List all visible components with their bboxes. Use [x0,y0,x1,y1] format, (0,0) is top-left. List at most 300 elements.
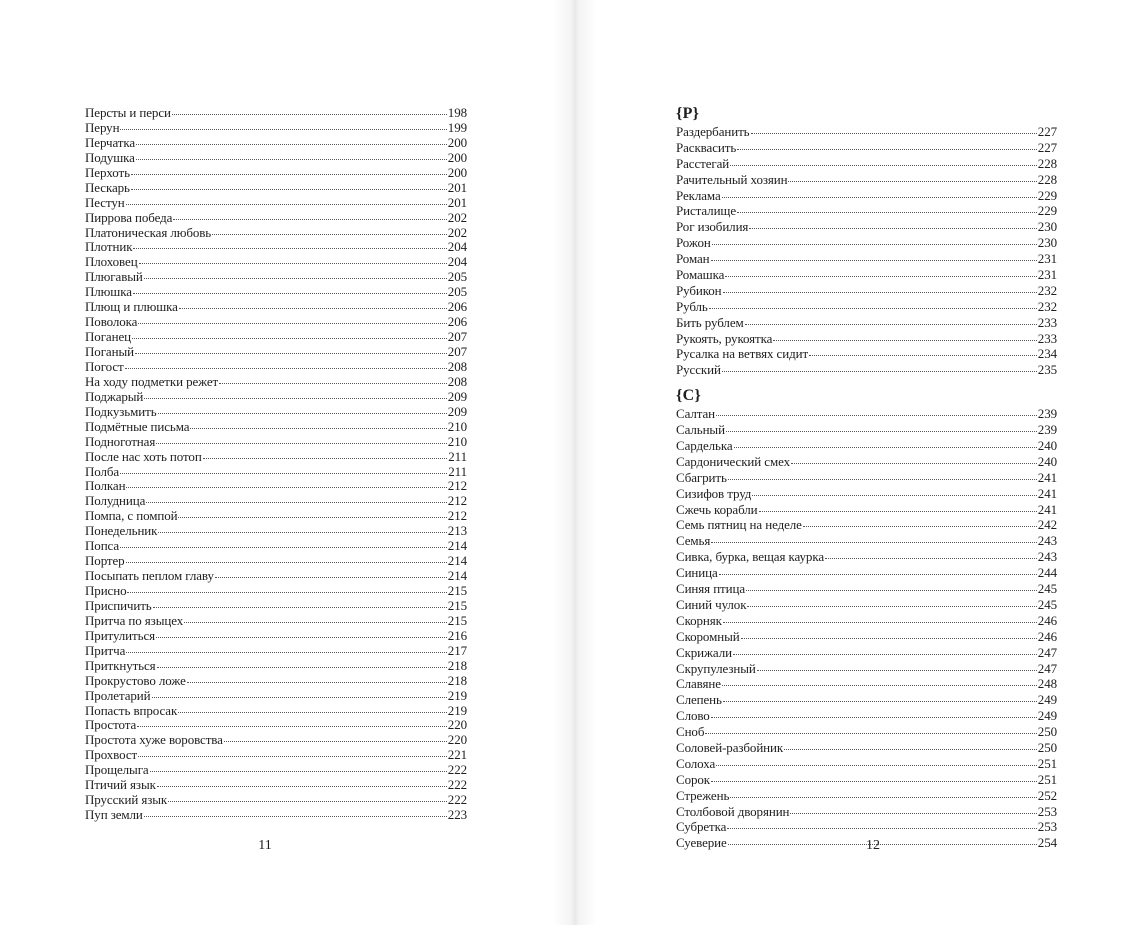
toc-entry [676,692,1057,708]
dot-leader [157,666,447,668]
toc-entry-page: 204 [447,254,467,270]
toc-entry-title: На ходу подметки режет [85,373,219,389]
dot-leader [788,180,1036,182]
toc-entry [676,422,1057,438]
toc-entry-title: Синяя птица [676,581,746,597]
toc-entry [85,614,467,629]
toc-entry [85,240,467,255]
toc-entry [85,390,467,405]
toc-entry [676,597,1057,613]
toc-entry [85,345,467,360]
toc-entry [85,689,467,704]
toc-entry-title: Притча по языцех [85,612,184,628]
toc-entry-page: 246 [1037,628,1057,644]
toc-entry-title: Простота хуже воровства [85,732,223,748]
dot-leader [136,158,447,160]
toc-entry-page: 250 [1037,724,1057,740]
toc-entry-title: Субретка [676,819,727,835]
toc-entry-title: Поджарый [85,388,144,404]
toc-entry-page: 235 [1037,362,1057,378]
toc-entry-page: 222 [447,792,467,808]
dot-leader [705,732,1036,734]
toc-entry [676,549,1057,565]
toc-entry-title: Сорок [676,771,710,787]
toc-entry [676,124,1057,140]
toc-entry-page: 216 [447,627,467,643]
toc-entry-title: Скорняк [676,612,722,628]
toc-entry-page: 241 [1037,469,1057,485]
toc-entry-page: 200 [447,134,467,150]
toc-entry-page: 218 [447,672,467,688]
toc-entry-page: 199 [447,119,467,135]
dot-leader [725,275,1037,277]
toc-entry-page: 209 [447,388,467,404]
toc-entry [85,450,467,465]
toc-entry-title: Сноб [676,724,705,740]
toc-entry [85,808,467,823]
toc-entry-title: Ристалище [676,203,737,219]
toc-entry-page: 205 [447,269,467,285]
dot-leader [809,354,1037,356]
toc-entry-title: Плюшка [85,284,132,300]
dot-leader [711,541,1037,543]
toc-entry-title: Рачительный хозяин [676,171,788,187]
toc-entry-title: Перчатка [85,134,136,150]
toc-entry [676,454,1057,470]
dot-leader [152,696,447,698]
toc-entry-page: 247 [1037,644,1057,660]
toc-entry [85,793,467,808]
toc-entry-page: 208 [447,358,467,374]
toc-entry-page: 229 [1037,203,1057,219]
toc-entry [676,331,1057,347]
dot-leader [178,711,447,713]
toc-entry-page: 222 [447,762,467,778]
toc-entry-title: Персты и перси [85,105,171,120]
toc-entry [85,196,467,211]
toc-entry-page: 248 [1037,676,1057,692]
toc-entry-title: Синий чулок [676,596,747,612]
toc-entry-page: 247 [1037,660,1057,676]
toc-entry [85,584,467,599]
toc-entry-page: 230 [1037,235,1057,251]
toc-entry-page: 200 [447,164,467,180]
toc-entry [676,235,1057,251]
dot-leader [120,546,447,548]
dot-leader [156,442,447,444]
toc-entry [85,674,467,689]
toc-entry-title: Полудница [85,493,146,509]
dot-leader [730,796,1037,798]
toc-entry [85,375,467,390]
toc-entry-page: 206 [447,299,467,315]
dot-leader [173,218,446,220]
toc-entry-title: Рожон [676,235,711,251]
toc-entry-page: 202 [447,224,467,240]
toc-entry [676,362,1057,378]
toc-entry [85,151,467,166]
toc-entry [85,524,467,539]
toc-entry [85,539,467,554]
toc-entry-page: 230 [1037,219,1057,235]
dot-leader [759,510,1037,512]
toc-entry [676,283,1057,299]
toc-entry-page: 207 [447,329,467,345]
toc-entry-title: Простота [85,717,137,733]
toc-entry [676,819,1057,835]
toc-entry [85,644,467,659]
dot-leader [150,770,447,772]
toc-entry [85,629,467,644]
toc-entry [676,486,1057,502]
toc-entry-page: 244 [1037,565,1057,581]
toc-entry [85,569,467,584]
toc-entry-page: 246 [1037,612,1057,628]
toc-entry-title: Перун [85,119,120,135]
toc-entry-title: Притча [85,642,126,658]
toc-entry-page: 239 [1037,422,1057,438]
dot-leader [127,591,446,593]
toc-entry-page: 228 [1037,155,1057,171]
toc-entry-title: Расстегай [676,155,730,171]
toc-entry [85,226,467,241]
toc-entry [85,465,467,480]
toc-entry-page: 206 [447,314,467,330]
section-spacer [676,378,1057,386]
toc-entry-title: Сальный [676,422,725,438]
toc-entry [676,156,1057,172]
toc-entry-title: Скрупулезный [676,660,756,676]
toc-entry-page: 234 [1037,346,1057,362]
dot-leader [733,653,1037,655]
toc-entry [676,708,1057,724]
toc-entry-title: Плющ и плюшка [85,299,178,315]
toc-entry-title: Пролетарий [85,687,151,703]
toc-entry-page: 198 [447,105,467,120]
toc-entry-page: 232 [1037,282,1057,298]
toc-entry-title: Скрижали [676,644,732,660]
dot-leader [751,132,1037,134]
toc-entry [85,704,467,719]
dot-leader [722,196,1037,198]
toc-entry-title: Соловей-разбойник [676,739,784,755]
toc-entry-title: Синица [676,565,718,581]
toc-entry-title: Русалка на ветвях сидит [676,346,809,362]
dot-leader [135,352,447,354]
toc-entry-page: 208 [447,373,467,389]
dot-leader [190,427,446,429]
toc-entry [676,251,1057,267]
toc-entry-title: Плоховец [85,254,138,270]
toc-entry-page: 214 [447,568,467,584]
toc-entry-page: 213 [447,523,467,539]
toc-entry [676,661,1057,677]
toc-entry-page: 228 [1037,171,1057,187]
toc-entry-page: 245 [1037,581,1057,597]
toc-entry-page: 250 [1037,739,1057,755]
toc-entry-title: Салтан [676,406,716,422]
dot-leader [137,725,447,727]
toc-entry-page: 249 [1037,692,1057,708]
dot-leader [730,164,1037,166]
dot-leader [212,233,447,235]
toc-entry [676,299,1057,315]
toc-entry [85,330,467,345]
toc-entry [676,315,1057,331]
dot-leader [711,780,1037,782]
toc-entry [85,136,467,151]
toc-entry-title: Попасть впросак [85,702,178,718]
dot-leader [126,486,446,488]
toc-entry-title: Сивка, бурка, вещая каурка [676,549,825,565]
toc-entry-page: 200 [447,149,467,165]
toc-entry-page: 249 [1037,708,1057,724]
toc-entry [676,172,1057,188]
dot-leader [224,740,447,742]
toc-entry [85,733,467,748]
toc-entry-page: 233 [1037,330,1057,346]
toc-entry-page: 253 [1037,803,1057,819]
toc-entry-page: 215 [447,612,467,628]
dot-leader [825,557,1037,559]
toc-entry-title: Семья [676,533,711,549]
toc-entry-title: Погост [85,358,124,374]
toc-entry [676,724,1057,740]
dot-leader [131,173,447,175]
dot-leader [737,211,1037,213]
left-page-number: 11 [258,838,272,853]
toc-entry [85,121,467,136]
toc-entry-title: Поганец [85,329,131,345]
dot-leader [737,148,1037,150]
toc-entry-title: Стрежень [676,787,730,803]
toc-entry-page: 210 [447,433,467,449]
dot-leader [133,247,446,249]
toc-entry [676,772,1057,788]
toc-entry-page: 243 [1037,533,1057,549]
toc-entry-page: 219 [447,702,467,718]
toc-entry [85,181,467,196]
toc-entry [85,360,467,375]
dot-leader [178,516,446,518]
toc-entry [676,565,1057,581]
toc-entry-page: 207 [447,344,467,359]
left-page-toc [85,106,467,823]
toc-entry-title: Солоха [676,755,716,771]
dot-leader [157,785,447,787]
toc-entry-page: 212 [447,478,467,494]
toc-entry [676,804,1057,820]
toc-entry-title: Подноготная [85,433,156,449]
toc-entry-page: 231 [1037,251,1057,267]
toc-entry [676,470,1057,486]
dot-leader [136,143,447,145]
toc-entry-page: 218 [447,657,467,673]
toc-entry-title: Русский [676,362,721,378]
dot-leader [138,755,447,757]
dot-leader [723,621,1037,623]
dot-leader [144,277,447,279]
toc-entry-title: Сизифов труд [676,485,752,501]
toc-entry [676,203,1057,219]
dot-leader [790,812,1036,814]
dot-leader [791,462,1037,464]
dot-leader [158,531,446,533]
toc-entry-title: Рубикон [676,282,722,298]
dot-leader [746,589,1037,591]
dot-leader [120,472,447,474]
toc-entry [85,494,467,509]
toc-entry-title: Слепень [676,692,722,708]
dot-leader [726,430,1037,432]
right-page-number: 12 [866,838,880,853]
dot-leader [133,292,447,294]
toc-entry [85,420,467,435]
dot-leader [131,188,447,190]
dot-leader [126,651,447,653]
toc-entry-page: 227 [1037,139,1057,155]
dot-leader [728,478,1037,480]
toc-entry-page: 211 [448,463,467,479]
right-page [573,0,1147,925]
toc-entry [676,406,1057,422]
toc-entry-page: 239 [1037,406,1057,422]
toc-entry-title: Прохвост [85,747,138,763]
toc-entry [676,676,1057,692]
dot-leader [709,307,1037,309]
toc-entry-title: Приткнуться [85,657,156,673]
toc-entry-title: Пескарь [85,179,130,195]
toc-entry-page: 221 [447,747,467,763]
toc-entry-title: Бить рублем [676,314,744,330]
toc-entry [85,763,467,778]
toc-entry-title: Портер [85,553,125,569]
dot-leader [172,113,447,115]
toc-entry-title: Подкузьмить [85,403,157,419]
toc-entry [676,346,1057,362]
dot-leader [168,800,447,802]
toc-entry [676,502,1057,518]
toc-entry-page: 210 [447,418,467,434]
dot-leader [132,337,447,339]
dot-leader [144,397,447,399]
toc-entry [85,300,467,315]
toc-entry [676,219,1057,235]
toc-entry-title: Прощелыга [85,762,149,778]
dot-leader [120,128,446,130]
toc-entry-title: Пестун [85,194,125,210]
toc-entry-page: 219 [447,687,467,703]
toc-entry-page: 220 [447,732,467,748]
toc-entry-title: Рукоять, рукоятка [676,330,773,346]
dot-leader [722,684,1037,686]
toc-entry [676,788,1057,804]
toc-entry-title: Рубль [676,298,708,314]
book-gutter-shadow [553,0,597,925]
dot-leader [745,323,1037,325]
toc-entry [85,659,467,674]
toc-entry-page: 241 [1037,485,1057,501]
toc-entry-title: Пиррова победа [85,209,173,225]
toc-entry-title: Суеверие [676,835,727,851]
toc-entry-page: 245 [1037,596,1057,612]
dot-leader [722,370,1037,372]
toc-entry-page: 240 [1037,453,1057,469]
dot-leader [803,525,1037,527]
dot-leader [126,203,447,205]
toc-entry-title: Реклама [676,187,721,203]
toc-entry-title: Сарделька [676,438,733,454]
toc-entry-title: Рог изобилия [676,219,749,235]
dot-leader [727,827,1036,829]
toc-entry-page: 212 [447,493,467,509]
toc-entry-page: 215 [447,583,467,598]
toc-entry-page: 227 [1037,124,1057,139]
toc-entry [85,270,467,285]
toc-entry-title: Посыпать пеплом главу [85,568,214,584]
toc-entry-page: 240 [1037,438,1057,454]
toc-entry-page: 242 [1037,517,1057,533]
toc-entry-page: 215 [447,597,467,613]
toc-entry-title: Поволока [85,314,138,330]
toc-entry-page: 202 [447,209,467,225]
toc-entry-page: 217 [447,642,467,658]
toc-entry [676,629,1057,645]
toc-entry [85,106,467,121]
toc-entry-title: Семь пятниц на неделе [676,517,802,533]
toc-entry-title: Расквасить [676,139,737,155]
toc-entry [676,740,1057,756]
toc-entry [85,285,467,300]
dot-leader [711,259,1037,261]
toc-entry-title: Роман [676,251,710,267]
toc-entry-page: 231 [1037,267,1057,283]
toc-entry-page: 229 [1037,187,1057,203]
toc-entry-title: Раздербанить [676,124,750,139]
toc-entry [85,748,467,763]
toc-entry-title: Полба [85,463,120,479]
dot-leader [215,576,447,578]
toc-entry-title: Попса [85,538,120,554]
dot-leader [146,501,447,503]
toc-entry [676,517,1057,533]
toc-entry-title: Понедельник [85,523,158,539]
toc-entry-page: 241 [1037,501,1057,517]
toc-entry-page: 209 [447,403,467,419]
toc-entry-title: Притулиться [85,627,155,643]
dot-leader [158,412,447,414]
dot-leader [723,291,1037,293]
toc-entry-page: 232 [1037,298,1057,314]
toc-entry-page: 254 [1037,835,1057,851]
toc-entry-title: Полкан [85,478,126,494]
toc-entry-page: 251 [1037,755,1057,771]
toc-entry [85,509,467,524]
toc-entry-page: 222 [447,777,467,793]
toc-entry-page: 223 [447,807,467,823]
toc-entry-page: 220 [447,717,467,733]
toc-entry-page: 205 [447,284,467,300]
dot-leader [712,243,1037,245]
section-heading: {Р} [676,105,700,122]
toc-entry [676,645,1057,661]
dot-leader [749,227,1036,229]
toc-entry-page: 251 [1037,771,1057,787]
dot-leader [734,446,1037,448]
toc-entry [85,479,467,494]
toc-entry [85,554,467,569]
toc-entry-page: 211 [448,448,467,464]
